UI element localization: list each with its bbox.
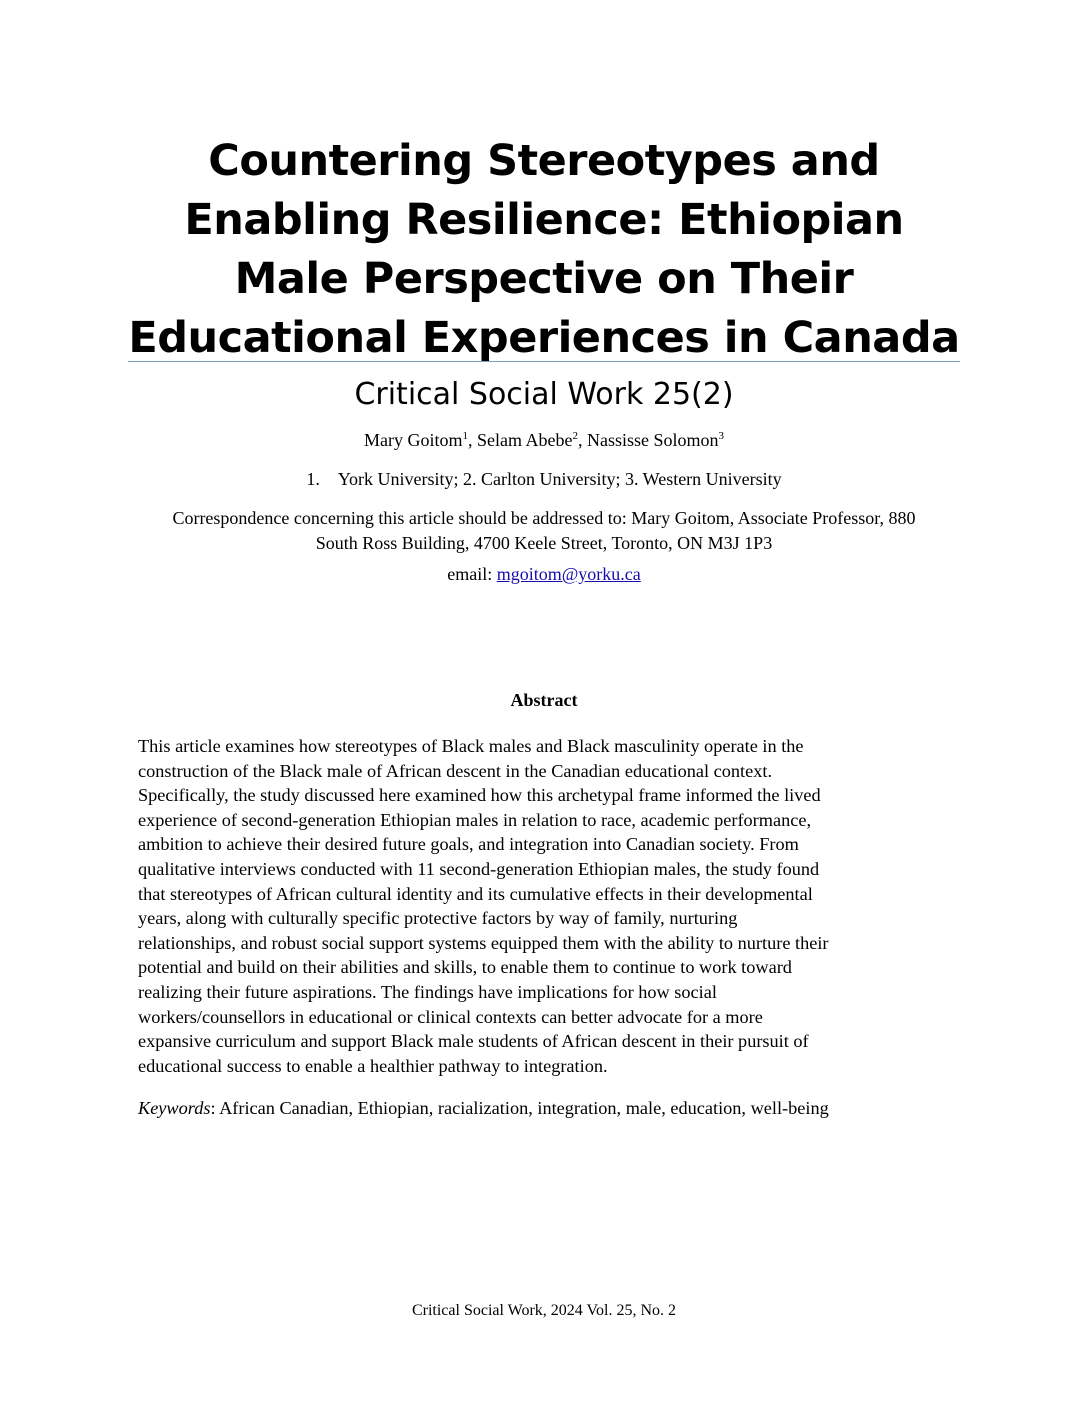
author-name: Mary Goitom: [364, 430, 463, 450]
abstract-line: expansive curriculum and support Black male students of African descent in their pursuit of: [138, 1031, 809, 1052]
journal-subtitle: Critical Social Work 25(2): [354, 377, 734, 412]
author-affiliation-marker: 3: [718, 430, 724, 442]
email-label: email:: [447, 564, 497, 584]
affiliation-text: York University; 2. Carlton University; 3. Western University: [337, 469, 782, 489]
abstract-line: qualitative interviews conducted with 11 second-generation Ethiopian males, the study found: [138, 858, 820, 879]
correspondence-note: Correspondence concerning this article should be addressed to: Mary Goitom, Associate Professor, 880 South Ross Building, 4700 Keele Street, Toronto, ON M3J 1P3: [172, 508, 916, 553]
author-name: Selam Abebe: [477, 430, 573, 450]
correspondence-email: [128, 562, 960, 586]
abstract-line: ambition to achieve their desired future goals, and integration into Canadian society. From: [138, 834, 799, 855]
abstract-line: relationships, and robust social support systems equipped them with the ability to nurture their: [138, 932, 829, 953]
keywords-line: [138, 1096, 968, 1120]
abstract-line: years, along with culturally specific protective factors by way of family, nurturing: [138, 908, 738, 929]
title-line: Male Perspective on Their: [234, 254, 854, 304]
abstract-heading: Abstract: [510, 690, 578, 710]
abstract-line: that stereotypes of African cultural identity and its cumulative effects in their developmental: [138, 883, 813, 904]
author-name: Nassisse Solomon: [586, 430, 719, 450]
email-link[interactable]: mgoitom@yorku.ca: [496, 564, 641, 584]
affiliation-list: [128, 467, 960, 491]
author-affiliation-marker: 2: [572, 430, 578, 442]
title-line: Educational Experiences in Canada: [128, 313, 960, 363]
title-divider: [128, 361, 960, 362]
abstract-line: workers/counsellors in educational or clinical contexts can better advocate for a more: [138, 1006, 763, 1027]
abstract-line: experience of second-generation Ethiopian males in relation to race, academic performance,: [138, 809, 812, 830]
abstract-line: educational success to enable a healthier pathway to integration.: [138, 1055, 608, 1076]
abstract-line: realizing their future aspirations. The findings have implications for how social: [138, 981, 717, 1002]
author-separator: ,: [577, 430, 587, 450]
page-footer: Critical Social Work, 2024 Vol. 25, No. 2: [411, 1302, 677, 1319]
title-line: Enabling Resilience: Ethiopian: [184, 195, 904, 245]
abstract-body: [138, 734, 953, 1078]
author-list: [128, 428, 960, 452]
title-line: Countering Stereotypes and: [208, 136, 880, 186]
author-separator: ,: [468, 430, 477, 450]
keywords-label: Keywords: [138, 1098, 211, 1118]
article-title: [128, 132, 960, 368]
abstract-line: This article examines how stereotypes of Black males and Black masculinity operate in the: [138, 736, 804, 756]
author-affiliation-marker: 1: [462, 430, 468, 442]
abstract-line: potential and build on their abilities and skills, to enable them to continue to work toward: [138, 957, 792, 978]
abstract-line: Specifically, the study discussed here examined how this archetypal frame informed the lived: [138, 785, 821, 806]
keywords-text: : African Canadian, Ethiopian, racialization, integration, male, education, well-being: [210, 1098, 829, 1118]
affiliation-number: 1.: [306, 469, 320, 489]
abstract-line: construction of the Black male of African descent in the Canadian educational context.: [138, 760, 773, 781]
